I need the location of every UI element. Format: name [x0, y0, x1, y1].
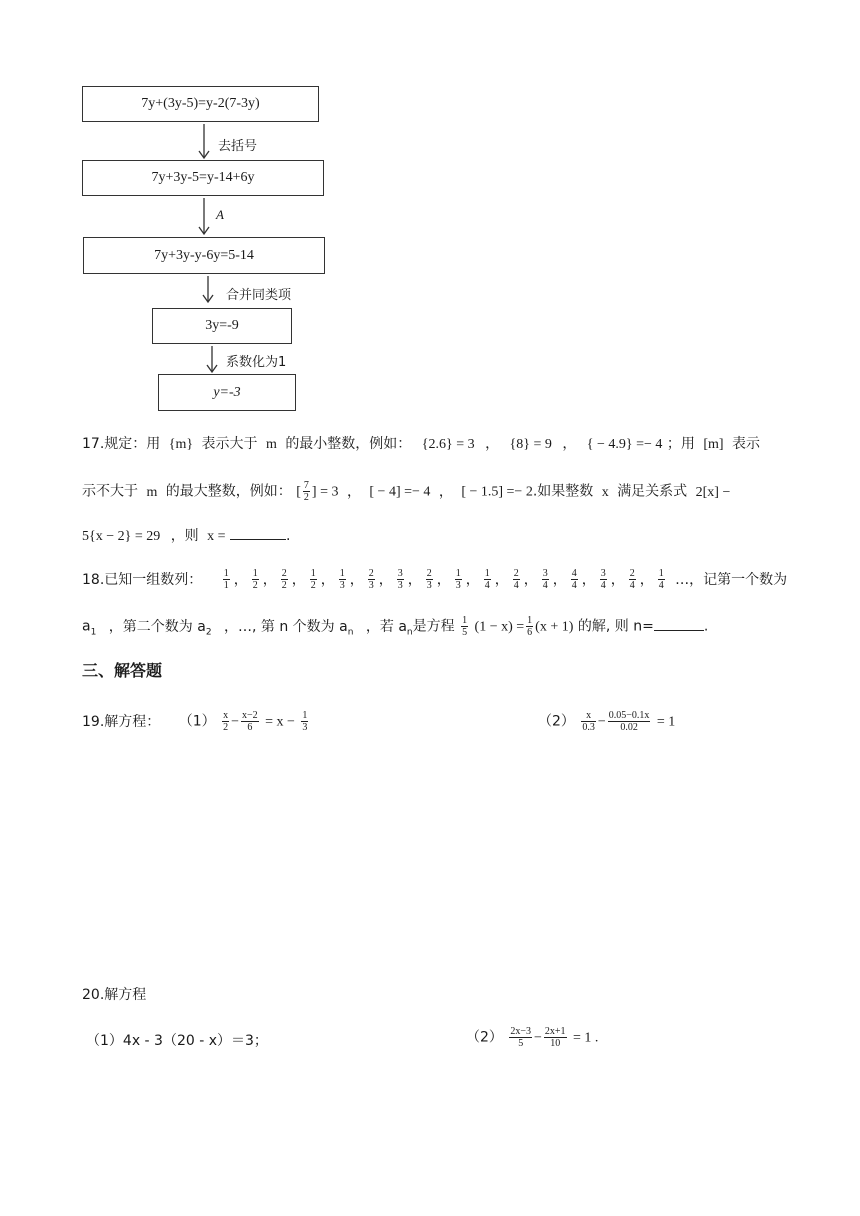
numerator: 1	[223, 568, 229, 579]
text: 表示大于	[201, 436, 258, 452]
numerator: 4	[571, 568, 577, 579]
sequence-fraction	[426, 568, 433, 591]
fraction	[581, 710, 596, 733]
flow-box-2: 7y+3y-5=y-14+6y	[82, 160, 324, 196]
text: 17.规定：用	[82, 436, 161, 452]
text: ，	[562, 436, 577, 452]
math: = x −	[265, 714, 295, 730]
math: { − 4.9} =− 4	[586, 437, 663, 452]
numerator: 2	[368, 568, 374, 579]
denominator: 4	[542, 580, 548, 591]
part-label: （1）	[178, 713, 216, 730]
denominator: 5	[462, 627, 468, 638]
answer-blank[interactable]	[654, 618, 704, 631]
denominator: 4	[629, 580, 635, 591]
numerator: 1	[484, 568, 490, 579]
sequence-fraction	[513, 568, 520, 591]
down-arrow-icon	[198, 198, 210, 236]
numerator: 2	[629, 568, 635, 579]
denominator: 10	[550, 1038, 561, 1049]
numerator: x−2	[242, 710, 258, 721]
sequence-fraction	[629, 568, 636, 591]
flow-box-3: 7y+3y-y-6y=5-14	[83, 237, 325, 274]
numerator: 7	[303, 480, 309, 491]
flow-box-5: y=-3	[158, 374, 296, 411]
math: x =	[207, 529, 226, 544]
q20-part1: （1）4x - 3（20 - x）＝3；	[86, 1033, 268, 1049]
text: 的解, 则 n=	[577, 618, 654, 635]
numerator: 1	[455, 568, 461, 579]
math: (1 − x) =	[474, 619, 525, 635]
numerator: x	[581, 710, 596, 722]
subscript: n	[406, 627, 413, 638]
denominator: 4	[484, 580, 490, 591]
math: (x + 1)	[535, 619, 574, 635]
math: [ − 1.5] =− 2	[461, 484, 533, 500]
denominator: 4	[658, 580, 664, 591]
denominator: 0.3	[582, 722, 595, 733]
subscript: n	[347, 627, 354, 638]
text: ，…, 第 n 个数为 a	[224, 618, 348, 635]
denominator: 5	[518, 1038, 524, 1049]
math: m	[265, 437, 277, 452]
math: 5{x − 2} = 29	[82, 529, 161, 544]
sequence-fraction	[339, 568, 346, 591]
text: ，第二个数为 a	[108, 618, 206, 635]
denominator: 4	[600, 580, 606, 591]
math: [	[296, 484, 301, 500]
sequence-fraction	[310, 568, 317, 591]
step-label-1: 去括号	[218, 139, 258, 154]
fraction	[301, 710, 308, 733]
text: 19.解方程：	[82, 713, 161, 730]
denominator: 2	[223, 722, 229, 733]
numerator: 1	[462, 615, 468, 626]
numerator: 1	[302, 710, 308, 721]
denominator: 4	[513, 580, 519, 591]
sequence-fraction	[252, 568, 259, 591]
math: [m]	[703, 437, 724, 452]
part-label: （2）	[466, 1029, 503, 1046]
text: a	[82, 618, 91, 635]
denominator: 3	[368, 580, 374, 591]
fraction	[461, 615, 468, 638]
text: .如果整数	[532, 483, 594, 500]
q17-line-2	[82, 480, 730, 503]
denominator: 6	[247, 722, 253, 733]
numerator: 1	[339, 568, 345, 579]
sequence-fraction	[223, 568, 230, 591]
fraction	[608, 710, 651, 733]
q18-line-2	[82, 615, 708, 638]
subscript: 2	[205, 627, 212, 638]
text: .	[703, 618, 709, 635]
text: ；用	[666, 436, 695, 452]
numerator: 2	[513, 568, 519, 579]
math: {8} = 9	[509, 437, 552, 452]
subscript: 1	[90, 627, 97, 638]
down-arrow-icon	[202, 276, 214, 304]
q20-title: 20.解方程	[82, 987, 147, 1003]
math: = 1	[656, 714, 676, 730]
math: = 1 .	[573, 1030, 599, 1046]
down-arrow-icon	[198, 124, 210, 160]
step-label-2: A	[216, 207, 224, 222]
fraction	[303, 480, 310, 503]
sequence-fraction	[600, 568, 607, 591]
text: .	[286, 528, 291, 544]
part-label: （2）	[538, 713, 575, 730]
q19-part2: （2） $\frac{x}{0.3}$ − $\frac{0.05-0.1x}{0.02}$ = 1	[538, 710, 676, 733]
fraction	[509, 1026, 532, 1049]
q17-line-1	[82, 433, 760, 453]
denominator: 6	[527, 627, 533, 638]
denominator: 1	[223, 580, 229, 591]
flow-box-4: 3y=-9	[152, 308, 292, 344]
math: {2.6} = 3	[421, 437, 475, 452]
numerator: 1	[252, 568, 258, 579]
answer-blank[interactable]	[230, 527, 286, 540]
fraction	[222, 710, 229, 733]
math: ] = 3	[311, 484, 339, 500]
numerator: 1	[310, 568, 316, 579]
denominator: 2	[310, 580, 316, 591]
q17-line-3	[82, 525, 290, 545]
denominator: 3	[455, 580, 461, 591]
q20-part2: （2） $\frac{2x-3}{5}$ − $\frac{2x+1}{10}$ = 1 .	[466, 1026, 599, 1049]
down-arrow-icon	[206, 346, 218, 374]
denominator: 4	[571, 580, 577, 591]
text: ，若 a	[365, 618, 407, 635]
sequence-fraction	[368, 568, 375, 591]
numerator: 2x+1	[544, 1026, 566, 1037]
math: 2[x] −	[695, 484, 731, 500]
math: [ − 4] =− 4	[369, 484, 431, 500]
numerator: 2	[281, 568, 287, 579]
text: ，	[485, 436, 500, 452]
fraction	[241, 710, 259, 733]
numerator: 1	[527, 615, 533, 626]
denominator: 3	[302, 722, 308, 733]
sequence-fraction	[658, 568, 665, 591]
math: m	[146, 484, 158, 500]
numerator: 2x−3	[510, 1026, 532, 1037]
text: ，则	[170, 528, 199, 544]
numerator: 0.05−0.1x	[608, 710, 650, 721]
text: 满足关系式	[617, 483, 688, 500]
sequence-fraction	[455, 568, 462, 591]
fraction	[526, 615, 533, 638]
numerator: 3	[397, 568, 403, 579]
text: 18.已知一组数列：	[82, 571, 203, 588]
step-label-4: 系数化为1	[226, 355, 287, 370]
text: 表示	[731, 436, 760, 452]
numerator: 3	[600, 568, 606, 579]
denominator: 2	[281, 580, 287, 591]
q19-line: 19.解方程： （1） $\frac{x}{2}$ − $\frac{x-2}{6}$ = x − $\frac{1}{3}$	[82, 710, 308, 733]
text: …，记第一个数为	[675, 571, 788, 588]
text: ，	[346, 483, 361, 500]
math: {m}	[168, 437, 194, 452]
denominator: 0.02	[620, 722, 638, 733]
sequence-fraction	[397, 568, 404, 591]
text: ，	[438, 483, 453, 500]
fraction	[544, 1026, 567, 1049]
text: 的最大整数，例如：	[165, 483, 292, 500]
section-title: 三、解答题	[82, 661, 163, 680]
text: 示不大于	[82, 483, 138, 500]
numerator: x	[223, 710, 229, 721]
denominator: 3	[339, 580, 345, 591]
sequence-fraction	[484, 568, 491, 591]
denominator: 2	[252, 580, 258, 591]
q18-line-1	[82, 568, 787, 591]
sequence-fraction	[571, 568, 578, 591]
sequence: $\frac{1}{1}$ ， $\frac{1}{2}$ ， $\frac{2}{2}$ ， $\frac{1}{2}$ ， $\frac{1}{3}$ ， $\frac{2}{3}$ ， $\frac{3}{3}$ ， $\frac{2}{3}$ ， $\frac{1}{3}$ ， $\frac{1}{4}$ ， $\frac{2}{4}$ ， $\frac{3}{4}$ ， $\frac{4}{4}$ ， $\frac{3}{4}$ ， $\frac{2}{4}$ ， $\frac{1}{4}$	[223, 568, 664, 591]
denominator: 3	[397, 580, 403, 591]
sequence-fraction	[542, 568, 549, 591]
math: x	[601, 484, 609, 500]
sequence-fraction	[281, 568, 288, 591]
text: 是方程	[412, 618, 455, 635]
numerator: 2	[426, 568, 432, 579]
flow-box-1: 7y+(3y-5)=y-2(7-3y)	[82, 86, 319, 122]
text: 的最小整数，例如：	[285, 436, 412, 452]
denominator: 2	[303, 492, 309, 503]
denominator: 3	[426, 580, 432, 591]
step-label-3: 合并同类项	[226, 288, 292, 303]
numerator: 3	[542, 568, 548, 579]
numerator: 1	[658, 568, 664, 579]
